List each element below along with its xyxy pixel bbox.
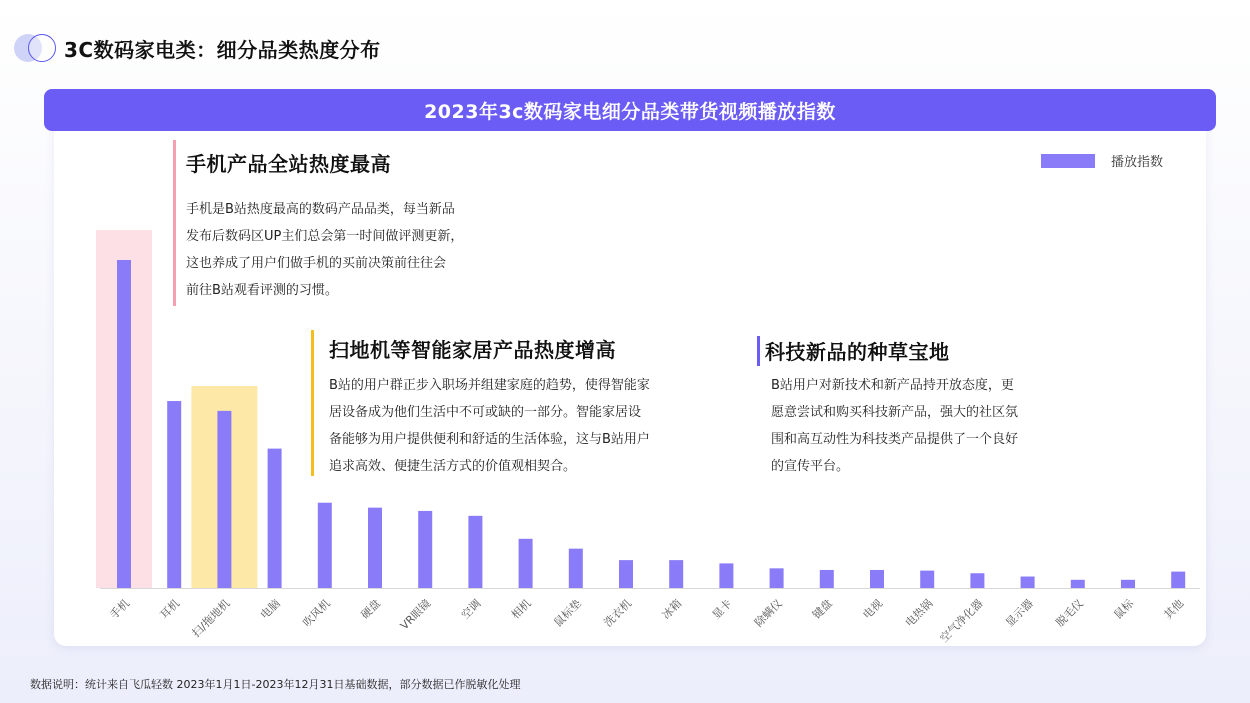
- bar[interactable]: [519, 539, 533, 588]
- callout-tech-new: [757, 336, 1087, 476]
- x-tick-label: 电热锅: [902, 596, 936, 630]
- bar[interactable]: [970, 573, 984, 588]
- bar[interactable]: [468, 516, 482, 588]
- bar[interactable]: [1171, 572, 1185, 588]
- legend-label: 播放指数: [1111, 155, 1164, 170]
- callout-text-line: 这也养成了用户们做手机的买前决策前往往会: [186, 256, 447, 271]
- callout-text-line: 居设备成为他们生活中不可或缺的一部分。智能家居设: [329, 405, 642, 420]
- x-tick-label: 鼠标垫: [551, 596, 584, 630]
- callout-text-line: 围和高互动性为科技类产品提供了一个良好: [771, 432, 1019, 447]
- data-source-note: 数据说明：统计来自飞瓜轻数 2023年1月1日-2023年12月31日基础数据，部分数据已作脱敏化处理: [30, 678, 521, 691]
- x-tick-label: 冰箱: [659, 596, 685, 622]
- callout-title: 手机产品全站热度最高: [186, 152, 391, 176]
- chart-legend: [1041, 151, 1163, 170]
- bar[interactable]: [418, 511, 432, 588]
- callout-text-line: 的宣传平台。: [771, 459, 850, 474]
- bar[interactable]: [117, 260, 131, 588]
- bar[interactable]: [920, 571, 934, 588]
- x-tick-label: 耳机: [157, 596, 183, 622]
- callout-text-line: 手机是B站热度最高的数码产品品类，每当新品: [186, 202, 455, 217]
- callout-accent-bar: [757, 336, 760, 366]
- bar[interactable]: [719, 563, 733, 588]
- x-tick-label: 空气净化器: [937, 596, 986, 646]
- callout-title: 扫地机等智能家居产品热度增高: [329, 338, 616, 362]
- x-tick-label: 其他: [1161, 596, 1187, 622]
- x-tick-label: 键盘: [810, 596, 835, 622]
- chart-banner-title: 2023年3c数码家电细分品类带货视频播放指数: [44, 89, 1216, 131]
- callout-text-line: B站用户对新技术和新产品持开放态度，更: [771, 378, 1014, 393]
- callout-text-line: 发布后数码区UP主们总会第一时间做评测更新，: [186, 229, 464, 244]
- bar[interactable]: [1121, 580, 1135, 588]
- bar[interactable]: [619, 560, 633, 588]
- callout-text-line: 追求高效、便捷生活方式的价值观相契合。: [329, 459, 577, 474]
- x-tick-label: 电脑: [257, 596, 283, 622]
- x-tick-label: 空调: [458, 596, 484, 622]
- page-title: 3C数码家电类：细分品类热度分布: [64, 37, 381, 62]
- x-tick-label: 显卡: [709, 596, 735, 622]
- bar[interactable]: [1071, 580, 1085, 588]
- bar[interactable]: [669, 560, 683, 588]
- callout-smart-home: [311, 330, 731, 476]
- bar[interactable]: [1021, 577, 1035, 588]
- x-tick-label: 扫/拖地机: [189, 596, 233, 640]
- callout-title: 科技新品的种草宝地: [765, 340, 950, 364]
- callout-text-line: B站的用户群正步入职场并组建家庭的趋势，使得智能家: [329, 378, 650, 393]
- bar[interactable]: [318, 503, 332, 588]
- x-tick-label: 洗衣机: [601, 596, 635, 630]
- x-tick-label: 鼠标: [1111, 596, 1137, 622]
- bar[interactable]: [770, 568, 784, 588]
- bar[interactable]: [268, 449, 282, 588]
- x-tick-label: 吹风机: [300, 596, 333, 630]
- callout-accent-bar: [173, 140, 176, 306]
- x-tick-label: VR眼镜: [397, 596, 434, 633]
- x-tick-label: 硬盘: [358, 596, 384, 622]
- bar[interactable]: [217, 411, 231, 588]
- callout-text-line: 愿意尝试和购买科技新产品，强大的社区氛: [771, 405, 1019, 420]
- x-tick-label: 显示器: [1003, 596, 1036, 630]
- bar[interactable]: [569, 549, 583, 588]
- x-tick-label: 手机: [107, 596, 133, 622]
- bar[interactable]: [870, 570, 884, 588]
- callout-text-line: 前往B站观看评测的习惯。: [186, 283, 338, 298]
- legend-swatch: [1041, 154, 1095, 168]
- bar[interactable]: [368, 508, 382, 588]
- callout-accent-bar: [311, 330, 314, 476]
- x-tick-label: 除螨仪: [752, 596, 785, 630]
- callout-phone: [173, 140, 533, 306]
- bar[interactable]: [820, 570, 834, 588]
- x-tick-label: 电视: [860, 596, 886, 622]
- callout-text-line: 备能够为用户提供便利和舒适的生活体验，这与B站用户: [329, 432, 650, 447]
- bar[interactable]: [167, 401, 181, 588]
- x-tick-label: 相机: [508, 596, 534, 622]
- x-tick-label: 脱毛仪: [1053, 596, 1086, 630]
